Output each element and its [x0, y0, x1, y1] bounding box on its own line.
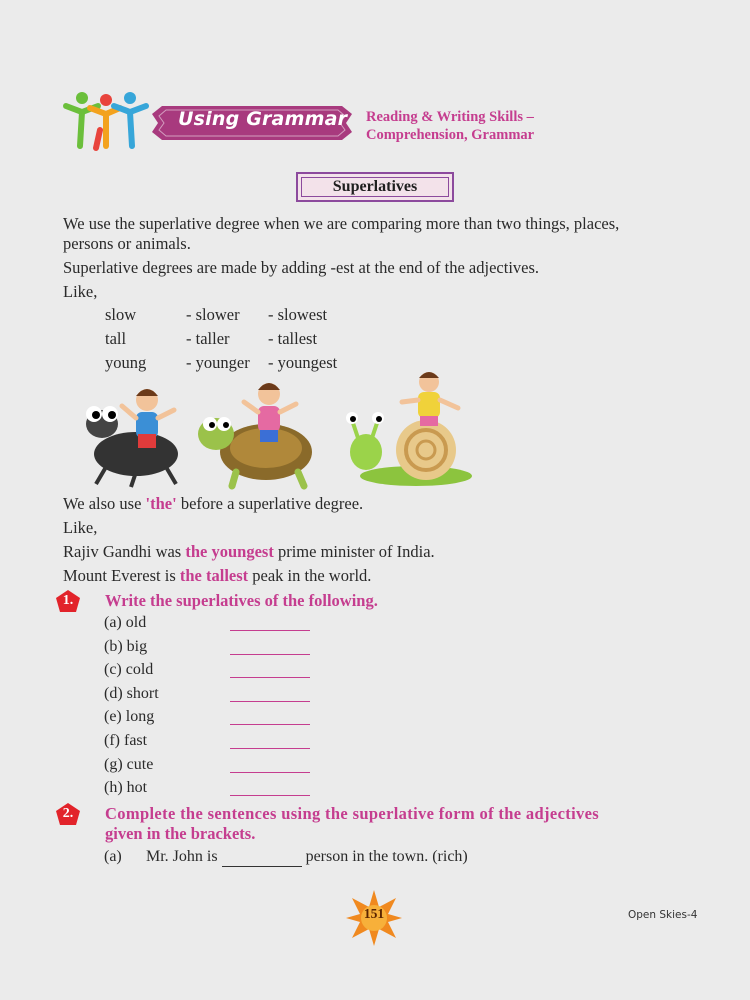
- example-comparative: - younger: [186, 353, 250, 372]
- sentence-1-post: prime minister of India.: [273, 542, 435, 561]
- q2-a-post: person in the town. (rich): [301, 848, 468, 865]
- question-1-badge: [56, 590, 80, 612]
- question-2-text-line-2: given in the brackets.: [105, 824, 256, 843]
- example-comparative: - slower: [186, 305, 240, 324]
- answer-blank[interactable]: [230, 677, 310, 678]
- ant-with-boy-illustration: [86, 389, 178, 487]
- example-superlative: - tallest: [268, 329, 318, 348]
- banner-title: Using Grammar: [178, 108, 348, 130]
- sentence-1-pre: Rajiv Gandhi was: [63, 542, 186, 561]
- answer-blank[interactable]: [230, 701, 310, 702]
- snail-with-boy-illustration: [346, 372, 472, 486]
- q1-item: (b) big: [104, 638, 148, 655]
- the-usage-prefix: We also use: [63, 494, 146, 513]
- sentence-2-highlight: the tallest: [179, 566, 249, 585]
- the-highlight: 'the': [145, 494, 177, 513]
- skills-heading: [366, 108, 534, 144]
- q1-item: (d) short: [104, 685, 159, 702]
- topic-title: Superlatives: [296, 172, 454, 202]
- question-1-number: 1.: [62, 593, 74, 608]
- answer-blank[interactable]: [222, 848, 302, 867]
- sentence-2-post: peak in the world.: [248, 566, 372, 585]
- example-superlative: - youngest: [268, 353, 338, 372]
- page-number: 151: [363, 906, 385, 921]
- q2-a-pre: Mr. John is: [146, 848, 222, 865]
- intro-line-2: persons or animals.: [63, 234, 191, 253]
- answer-blank[interactable]: [230, 748, 310, 749]
- the-usage-line: [63, 494, 363, 514]
- q1-item: (c) cold: [104, 661, 154, 678]
- q1-item: (a) old: [104, 614, 147, 631]
- question-1-text: Write the superlatives of the following.: [105, 591, 378, 610]
- example-base: slow: [105, 305, 137, 324]
- intro-line-3: Superlative degrees are made by adding -est at the end of the adjectives.: [63, 258, 540, 277]
- example-base: tall: [105, 329, 127, 348]
- q1-item: (g) cute: [104, 756, 154, 773]
- example-superlative: - slowest: [268, 305, 328, 324]
- answer-blank[interactable]: [230, 772, 310, 773]
- q2-item-a: [146, 848, 468, 867]
- example-comparative: - taller: [186, 329, 230, 348]
- sentence-2-pre: Mount Everest is: [63, 566, 180, 585]
- example-base: young: [105, 353, 147, 372]
- q1-item: (e) long: [104, 708, 155, 725]
- q1-item: (h) hot: [104, 779, 148, 796]
- intro-line-1: We use the superlative degree when we are comparing more than two things, places,: [63, 214, 620, 233]
- skills-line-1: Reading & Writing Skills –: [366, 109, 534, 125]
- answer-blank[interactable]: [230, 724, 310, 725]
- children-logo-icon: [60, 90, 152, 152]
- example-sentence-2: [63, 566, 371, 586]
- the-usage-suffix: before a superlative degree.: [176, 494, 364, 513]
- kids-on-animals-illustration: [76, 372, 476, 492]
- q2-item-label: (a): [104, 848, 122, 865]
- skills-line-2: Comprehension, Grammar: [366, 127, 535, 143]
- answer-blank[interactable]: [230, 795, 310, 796]
- tortoise-with-boy-illustration: [198, 383, 312, 486]
- q1-item: (f) fast: [104, 732, 148, 749]
- answer-blank[interactable]: [230, 654, 310, 655]
- book-title-footer: Open Skies-4: [628, 909, 698, 921]
- example-sentence-1: [63, 542, 435, 562]
- question-2-number: 2.: [62, 806, 74, 821]
- question-2-text-line-1: Complete the sentences using the superlative form of the adjectives: [105, 804, 600, 823]
- sentence-1-highlight: the youngest: [185, 542, 274, 561]
- like-label: Like,: [63, 282, 98, 301]
- like-label-2: Like,: [63, 518, 98, 537]
- answer-blank[interactable]: [230, 630, 310, 631]
- question-2-badge: [56, 803, 80, 825]
